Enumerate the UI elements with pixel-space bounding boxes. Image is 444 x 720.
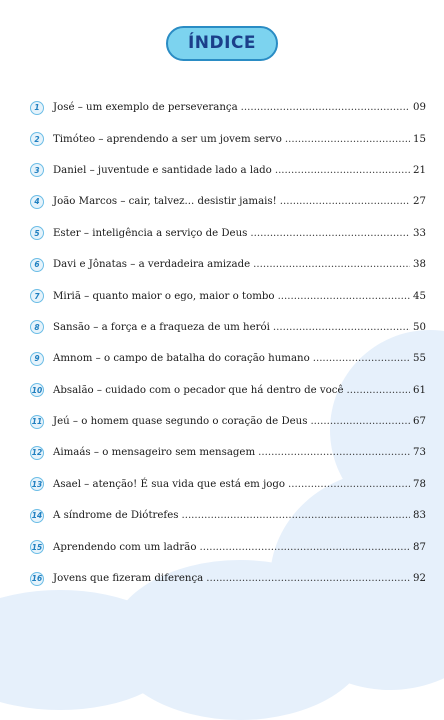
page-number: 67 [413, 416, 426, 428]
dot-leader [250, 228, 410, 239]
chapter-title: Aprendendo com um ladrão [53, 541, 197, 553]
toc-entry-line [53, 291, 426, 302]
toc-entry-line [53, 510, 426, 521]
toc-entry-line [53, 447, 426, 458]
dot-leader [310, 416, 410, 427]
toc-entry[interactable] [30, 280, 426, 311]
chapter-number-badge: 9 [30, 352, 44, 366]
dot-leader [181, 510, 410, 521]
toc-entry-line [53, 165, 426, 176]
page-number: 27 [413, 196, 426, 208]
chapter-number-badge: 16 [30, 572, 44, 586]
dot-leader [206, 573, 410, 584]
chapter-title: Aimaás – o mensageiro sem mensagem [53, 447, 256, 459]
page-number: 09 [413, 102, 426, 114]
chapter-number-badge: 11 [30, 415, 44, 429]
toc-entry[interactable] [30, 312, 426, 343]
toc-entry-line [53, 102, 426, 113]
page-title: ÍNDICE [166, 26, 278, 61]
chapter-title: Jeú – o homem quase segundo o coração de Deus [53, 416, 308, 428]
chapter-title: Absalão – cuidado com o pecador que há dentro de você [53, 384, 344, 396]
page-number: 78 [413, 478, 426, 490]
dot-leader [241, 102, 410, 113]
dot-leader [288, 479, 410, 490]
toc-entry-line [53, 542, 426, 553]
dot-leader [258, 447, 410, 458]
toc-entry[interactable] [30, 123, 426, 154]
chapter-title: Timóteo – aprendendo a ser um jovem servo [53, 133, 282, 145]
chapter-title: Amnom – o campo de batalha do coração humano [53, 353, 310, 365]
page-number: 87 [413, 541, 426, 553]
chapter-number-badge: 3 [30, 163, 44, 177]
dot-leader [253, 259, 410, 270]
page-number: 83 [413, 510, 426, 522]
chapter-title: Miriã – quanto maior o ego, maior o tombo [53, 290, 275, 302]
page-number: 92 [413, 573, 426, 585]
page-number: 21 [413, 164, 426, 176]
toc-entry[interactable] [30, 155, 426, 186]
toc-entry[interactable] [30, 531, 426, 562]
chapter-number-badge: 5 [30, 226, 44, 240]
dot-leader [285, 134, 410, 145]
chapter-number-badge: 4 [30, 195, 44, 209]
page-number: 38 [413, 259, 426, 271]
chapter-title: Jovens que fizeram diferença [53, 573, 204, 585]
toc-entry[interactable] [30, 186, 426, 217]
chapter-title: Sansão – a força e a fraqueza de um herói [53, 321, 270, 333]
chapter-number-badge: 15 [30, 540, 44, 554]
dot-leader [313, 353, 410, 364]
toc-entry[interactable] [30, 469, 426, 500]
toc-entry-line [53, 134, 426, 145]
chapter-number-badge: 1 [30, 101, 44, 115]
page-number: 45 [413, 290, 426, 302]
toc-entry-line [53, 196, 426, 207]
chapter-number-badge: 6 [30, 258, 44, 272]
toc-entry[interactable] [30, 406, 426, 437]
toc-entry-line [53, 353, 426, 364]
toc-entry[interactable] [30, 249, 426, 280]
chapter-title: Davi e Jônatas – a verdadeira amizade [53, 259, 251, 271]
page-number: 73 [413, 447, 426, 459]
chapter-title: José – um exemplo de perseverança [53, 102, 238, 114]
chapter-title: Daniel – juventude e santidade lado a lado [53, 164, 272, 176]
chapter-title: Ester – inteligência a serviço de Deus [53, 227, 248, 239]
toc-entry-line [53, 322, 426, 333]
page-title-container [0, 26, 444, 61]
toc-entry[interactable] [30, 375, 426, 406]
chapter-number-badge: 10 [30, 383, 44, 397]
toc-entry[interactable] [30, 218, 426, 249]
page-number: 61 [413, 384, 426, 396]
toc-entry-line [53, 385, 426, 396]
toc-entry[interactable] [30, 563, 426, 594]
dot-leader [347, 385, 411, 396]
toc-entry-line [53, 573, 426, 584]
page-number: 55 [413, 353, 426, 365]
page-number: 50 [413, 321, 426, 333]
chapter-number-badge: 7 [30, 289, 44, 303]
dot-leader [199, 542, 410, 553]
toc-entry-line [53, 479, 426, 490]
toc-entry-line [53, 416, 426, 427]
dot-leader [273, 322, 410, 333]
page-number: 15 [413, 133, 426, 145]
table-of-contents [30, 92, 426, 594]
toc-entry-line [53, 228, 426, 239]
chapter-title: A síndrome de Diótrefes [53, 510, 179, 522]
toc-entry[interactable] [30, 500, 426, 531]
chapter-number-badge: 12 [30, 446, 44, 460]
page-number: 33 [413, 227, 426, 239]
chapter-number-badge: 8 [30, 320, 44, 334]
chapter-title: João Marcos – cair, talvez... desistir jamais! [53, 196, 277, 208]
toc-entry[interactable] [30, 437, 426, 468]
toc-entry[interactable] [30, 343, 426, 374]
chapter-number-badge: 13 [30, 477, 44, 491]
dot-leader [280, 196, 410, 207]
chapter-number-badge: 14 [30, 509, 44, 523]
chapter-title: Asael – atenção! É sua vida que está em jogo [53, 478, 286, 490]
dot-leader [278, 291, 410, 302]
chapter-number-badge: 2 [30, 132, 44, 146]
toc-entry[interactable] [30, 92, 426, 123]
dot-leader [275, 165, 410, 176]
toc-entry-line [53, 259, 426, 270]
